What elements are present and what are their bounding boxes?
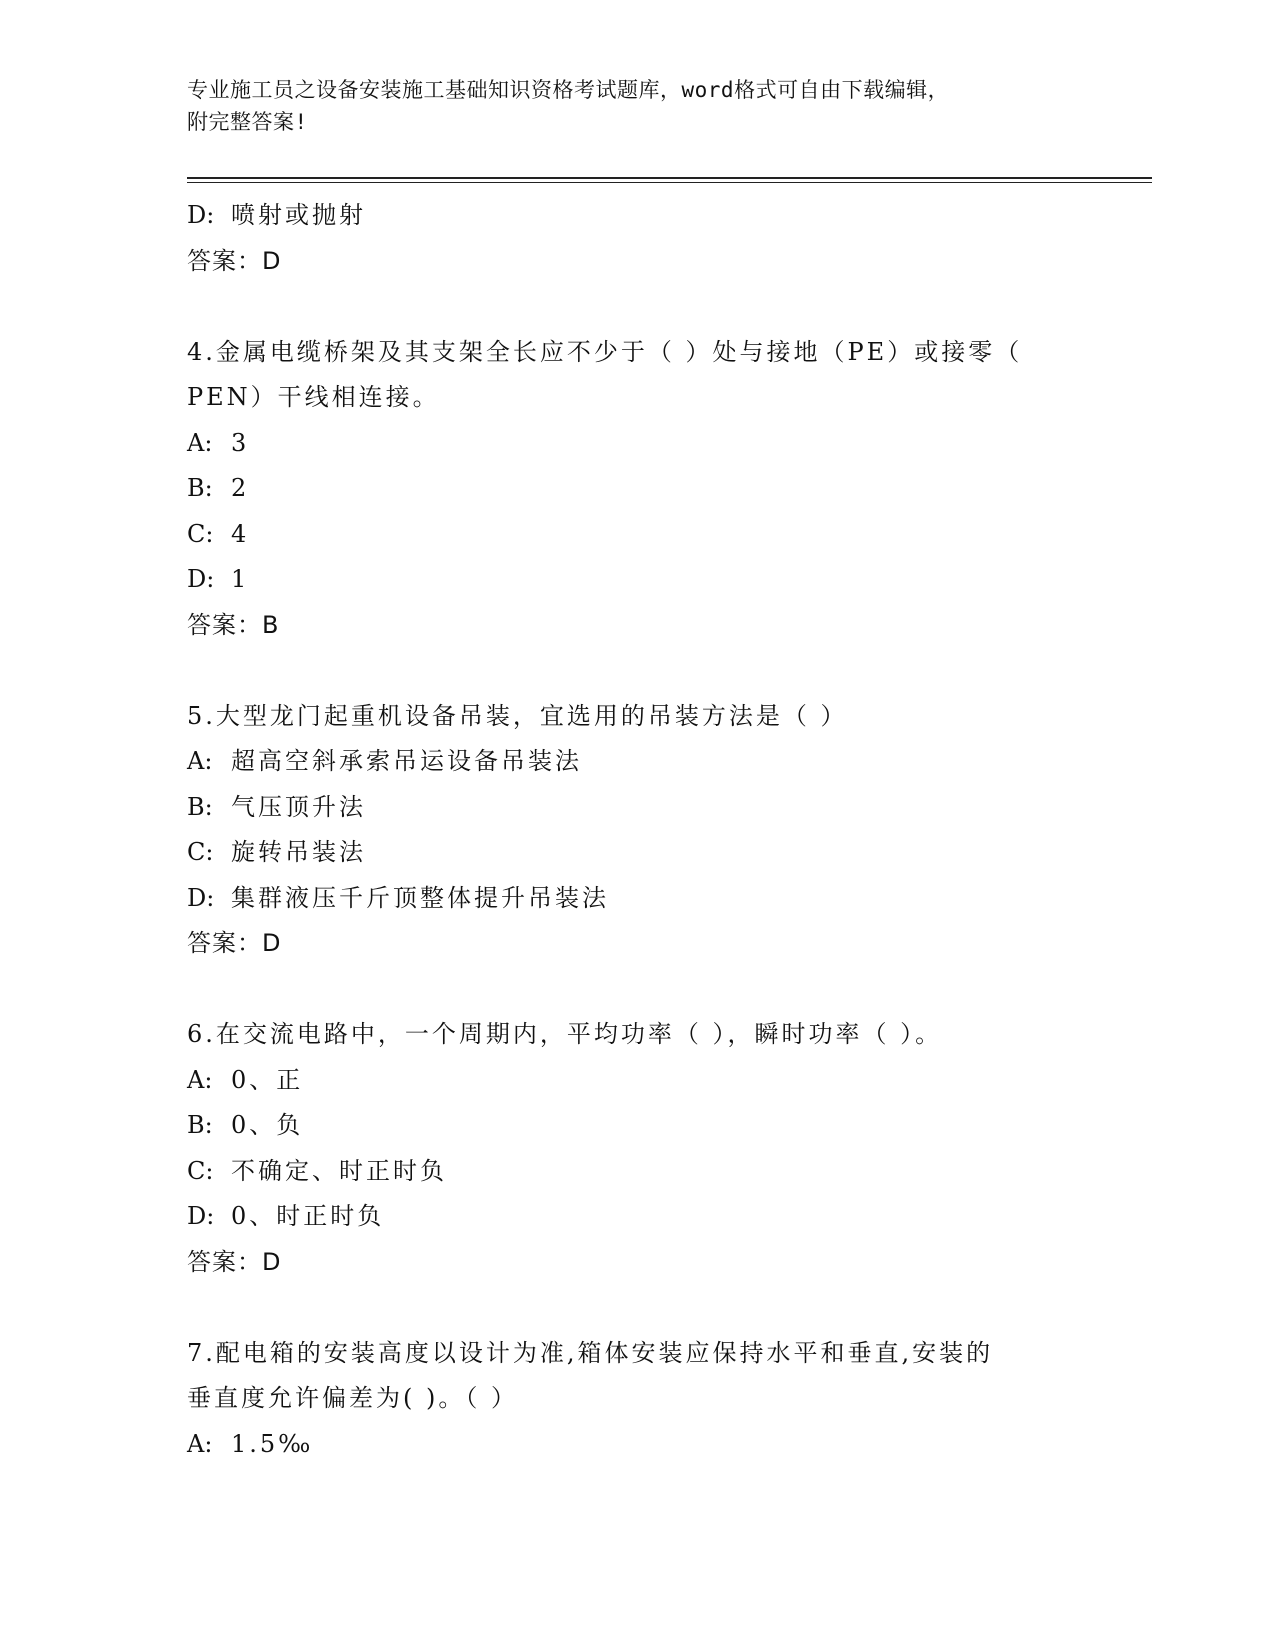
question-stem: 4.金属电缆桥架及其支架全长应不少于（ ）处与接地（PE）或接零（ [187, 337, 1023, 366]
header-line-1: 专业施工员之设备安装施工基础知识资格考试题库，word格式可自由下载编辑， [187, 78, 950, 102]
answer-line: 答案：D [187, 929, 282, 957]
option-c [187, 1149, 1117, 1195]
option-d [187, 1194, 1117, 1240]
option-label: A: [187, 747, 213, 775]
option-text: 喷射或抛射 [231, 201, 366, 229]
question-stem-continued: 垂直度允许偏差为( )。（ ） [187, 1384, 518, 1412]
question-6 [187, 1012, 1117, 1285]
option-text: 超高空斜承索吊运设备吊装法 [231, 747, 582, 775]
header-line-2: 附完整答案! [187, 110, 308, 134]
option-text: 旋转吊装法 [231, 838, 366, 866]
option-text: 集群液压千斤顶整体提升吊装法 [231, 883, 609, 912]
option-c [187, 830, 1117, 876]
option-a [187, 739, 1117, 785]
option-label: D: [187, 1202, 215, 1230]
question-stem: 5.大型龙门起重机设备吊装，宜选用的吊装方法是（ ） [187, 701, 848, 730]
question-stem: 7.配电箱的安装高度以设计为准,箱体安装应保持水平和垂直,安装的 [187, 1338, 994, 1367]
option-d [187, 876, 1117, 922]
option-text: 气压顶升法 [231, 792, 366, 821]
option-b [187, 466, 1117, 512]
option-label: C: [187, 838, 214, 866]
option-a [187, 1422, 1117, 1468]
option-label: B: [187, 1111, 213, 1139]
question-4 [187, 330, 1117, 649]
option-a [187, 421, 1117, 467]
option-d [187, 193, 1117, 239]
option-b [187, 1103, 1117, 1149]
spacer [187, 967, 1117, 1013]
question-5 [187, 694, 1117, 967]
answer-line: 答案：B [187, 610, 280, 639]
option-text: 2 [231, 474, 250, 502]
option-text: 1.5‰ [231, 1429, 314, 1458]
option-label: C: [187, 1156, 214, 1185]
spacer [187, 648, 1117, 694]
option-b [187, 785, 1117, 831]
question-stem: 6.在交流电路中，一个周期内，平均功率（ ），瞬时功率（ ）。 [187, 1020, 943, 1048]
option-text: 不确定、时正时负 [231, 1156, 447, 1185]
option-label: A: [187, 428, 213, 457]
option-d [187, 557, 1117, 603]
option-a [187, 1058, 1117, 1104]
option-label: A: [187, 1065, 213, 1094]
header-divider [187, 177, 1152, 183]
option-text: 4 [231, 519, 250, 548]
question-7 [187, 1331, 1117, 1468]
option-text: 0、时正时负 [231, 1202, 385, 1230]
question-stem-continued: PEN）干线相连接。 [187, 383, 440, 411]
option-label: D: [187, 883, 215, 912]
option-label: D: [187, 201, 215, 229]
option-label: C: [187, 519, 214, 548]
option-text: 0、正 [231, 1065, 304, 1094]
option-c [187, 512, 1117, 558]
option-label: A: [187, 1429, 213, 1458]
answer-line: 答案：D [187, 1247, 282, 1276]
answer-line: 答案：D [187, 246, 282, 275]
option-text: 1 [231, 565, 250, 593]
document-header [187, 74, 1087, 138]
spacer [187, 284, 1117, 330]
spacer [187, 1285, 1117, 1331]
option-label: B: [187, 792, 213, 821]
option-label: D: [187, 565, 215, 593]
option-label: B: [187, 474, 213, 502]
question-list [187, 193, 1117, 1467]
option-text: 0、负 [231, 1111, 304, 1139]
option-text: 3 [231, 428, 250, 457]
